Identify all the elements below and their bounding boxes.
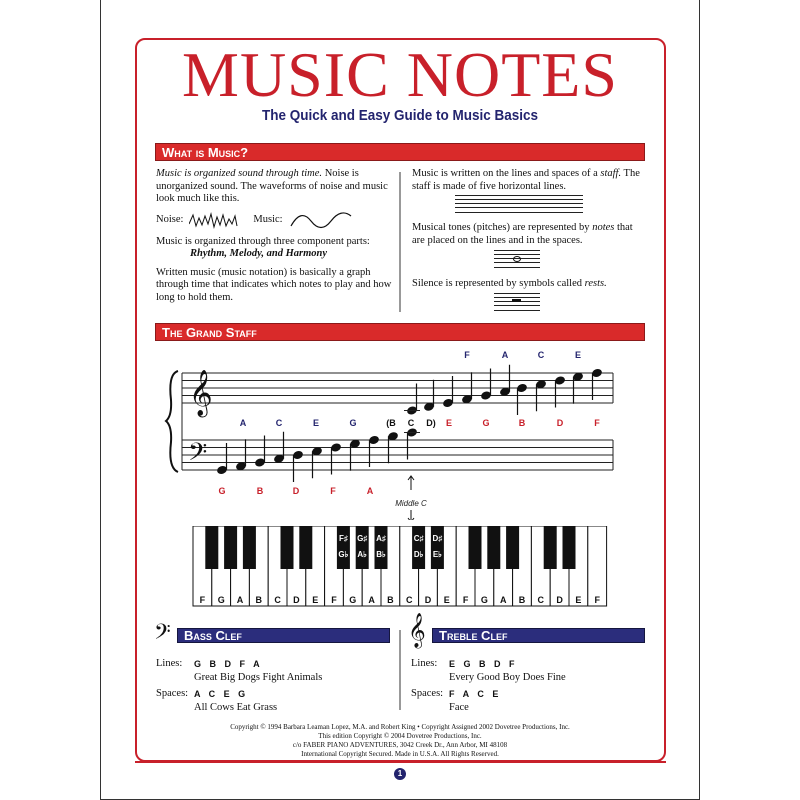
note-label: (B [386, 418, 396, 428]
notation-text: Written music (music notation) is basically a graph through time that indicates which notes to play and how long to hold them. [156, 266, 392, 303]
notes-text: Musical tones (pitches) are represented by [412, 222, 593, 233]
copyright-line: International Copyright Secured. Made in U.S.A. All Rights Reserved. [301, 750, 499, 758]
black-key-label: A♯ [376, 534, 386, 543]
grand-staff [0, 340, 800, 520]
black-key-label: E♭ [432, 550, 442, 559]
treble-spaces-mnemonic: Face [449, 701, 469, 713]
noise-waveform-icon [189, 212, 239, 230]
bass-clef-info [156, 658, 396, 714]
column-divider [399, 172, 401, 312]
staff-text-2: The staff is made of five horizontal lines. [412, 168, 640, 192]
note-example-icon [494, 250, 540, 268]
bottom-rule [135, 761, 666, 763]
white-key-label: G [217, 595, 225, 605]
note-label: D) [426, 418, 436, 428]
black-key [375, 526, 388, 569]
note-label: A [239, 418, 247, 428]
staff-term: staff. [600, 168, 622, 179]
black-key [205, 526, 218, 569]
white-key-label: E [443, 595, 450, 605]
what-is-music-right [412, 168, 648, 196]
middle-c-label: Middle C [395, 499, 427, 508]
page-number: 1 [394, 768, 406, 780]
section-header-grand-staff: The Grand Staff [155, 323, 645, 341]
note-label: B [256, 486, 264, 496]
bass-clef-icon: 𝄢 [154, 620, 171, 649]
white-key-label: E [575, 595, 582, 605]
what-is-music-left [156, 168, 392, 310]
white-key-F [588, 526, 607, 606]
lines-label: Lines: [411, 658, 438, 669]
piano-keyboard [0, 526, 800, 610]
white-key-label: F [331, 595, 337, 605]
rests-term: rests. [584, 278, 607, 289]
white-key-label: D [556, 595, 563, 605]
treble-lines-mnemonic: Every Good Boy Does Fine [449, 671, 566, 683]
notes-text-2: that are placed on the lines and in the spaces. [412, 222, 633, 246]
white-key-label: G [480, 595, 488, 605]
note-label: C [407, 418, 415, 428]
white-key-label: B [518, 595, 526, 605]
components-list: Rhythm, Melody, and Harmony [190, 248, 327, 259]
black-key [281, 526, 294, 569]
white-key-label: A [499, 595, 507, 605]
black-key-label: A♭ [357, 550, 367, 559]
black-key-label: G♭ [338, 550, 349, 559]
copyright-line: Copyright © 1994 Barbara Leaman Lopez, M.A. and Robert King • Copyright Assigned 2002 Dovetree Productions, Inc. [230, 723, 570, 731]
note-label: A [501, 350, 509, 360]
staff-text: Music is written on the lines and spaces of a [412, 168, 601, 179]
white-key-label: C [274, 595, 281, 605]
page-subtitle: The Quick and Easy Guide to Music Basics [261, 107, 539, 124]
note-label: D [556, 418, 564, 428]
black-key-label: F♯ [338, 534, 348, 543]
treble-spaces-notes: F A C E [449, 689, 502, 699]
bass-spaces-notes: A C E G [194, 689, 249, 699]
arrow-up-icon [408, 476, 414, 490]
components-text: Music is organized through three component parts: [156, 235, 370, 247]
bass-spaces-mnemonic: All Cows Eat Grass [194, 701, 278, 713]
lines-label: Lines: [156, 658, 183, 669]
black-key [431, 526, 444, 569]
notes-paragraph [412, 222, 648, 247]
white-key-label: B [387, 595, 394, 605]
staff-example-icon [455, 195, 583, 213]
treble-clef-icon: 𝄞 [189, 370, 213, 415]
black-key-label: C♯ [413, 534, 424, 543]
copyright-block [0, 723, 800, 759]
white-key-label: B [255, 595, 263, 605]
note-label: B [518, 418, 526, 428]
copyright-line: This edition Copyright © 2004 Dovetree Productions, Inc. [318, 732, 482, 740]
spaces-label: Spaces: [411, 688, 444, 699]
note-label: F [594, 418, 600, 428]
white-key-label: F [199, 595, 206, 605]
note-label: A [366, 486, 374, 496]
black-key-label: G♯ [357, 534, 368, 543]
note-label: G [218, 486, 226, 496]
page-title: MUSIC NOTES [182, 39, 618, 110]
note-label: E [312, 418, 320, 428]
note-label: C [275, 418, 283, 428]
black-key [506, 526, 519, 569]
rest-example-icon [494, 293, 540, 311]
bass-lines-mnemonic: Great Big Dogs Fight Animals [194, 671, 323, 683]
white-key-label: D [424, 595, 432, 605]
white-key-label: G [349, 595, 357, 605]
black-key [243, 526, 256, 569]
black-key [299, 526, 312, 569]
white-key-label: A [236, 595, 244, 605]
clef-divider [399, 630, 401, 710]
arrow-down-icon [408, 510, 414, 520]
note-label: F [464, 350, 470, 360]
black-key-label: B♭ [376, 550, 386, 559]
note-label: G [349, 418, 357, 428]
section-header-treble-clef: Treble Clef [432, 628, 645, 643]
white-key-label: C [405, 595, 413, 605]
rests-paragraph [412, 278, 648, 291]
black-key-label: D♯ [432, 534, 443, 543]
white-key-label: A [368, 595, 375, 605]
note-label: C [537, 350, 545, 360]
section-header-what-is-music: What is Music? [155, 143, 645, 161]
note-label: E [445, 418, 453, 428]
black-key [412, 526, 425, 569]
music-waveform-icon [289, 212, 353, 230]
black-key [544, 526, 557, 569]
copyright-line: c/o FABER PIANO ADVENTURES, 3042 Creek Dr., Ann Arbor, MI 48108 [292, 741, 508, 749]
black-key [337, 526, 350, 569]
treble-lines-notes: E G B D F [449, 659, 518, 669]
note-label: G [482, 418, 490, 428]
music-label: Music: [253, 214, 283, 226]
white-key-label: F [594, 595, 600, 605]
notes-term: notes [592, 222, 615, 233]
note-label: D [292, 486, 300, 496]
black-key [469, 526, 482, 569]
black-key [563, 526, 576, 569]
definition-text: Music is organized sound through time. [156, 168, 323, 179]
black-key [487, 526, 500, 569]
white-key-label: E [312, 595, 319, 605]
bass-clef-icon: 𝄢 [188, 439, 208, 472]
note-label: E [574, 350, 582, 360]
bass-lines-notes: G B D F A [194, 659, 263, 669]
black-key [356, 526, 369, 569]
black-key [224, 526, 237, 569]
white-key-label: D [293, 595, 300, 605]
white-key-label: F [462, 595, 469, 605]
section-header-bass-clef: Bass Clef [177, 628, 390, 643]
treble-clef-icon: 𝄞 [408, 614, 426, 647]
white-key-label: C [537, 595, 545, 605]
note-label: F [330, 486, 336, 496]
rests-text: Silence is represented by symbols called [412, 278, 585, 289]
spaces-label: Spaces: [156, 688, 189, 699]
treble-clef-info [411, 658, 651, 714]
noise-text: Noise is unorganized sound. The waveforms of noise and music look much like this. [156, 168, 388, 204]
brace-icon [166, 371, 178, 472]
black-key-label: D♭ [413, 550, 424, 559]
noise-label: Noise: [156, 214, 184, 226]
